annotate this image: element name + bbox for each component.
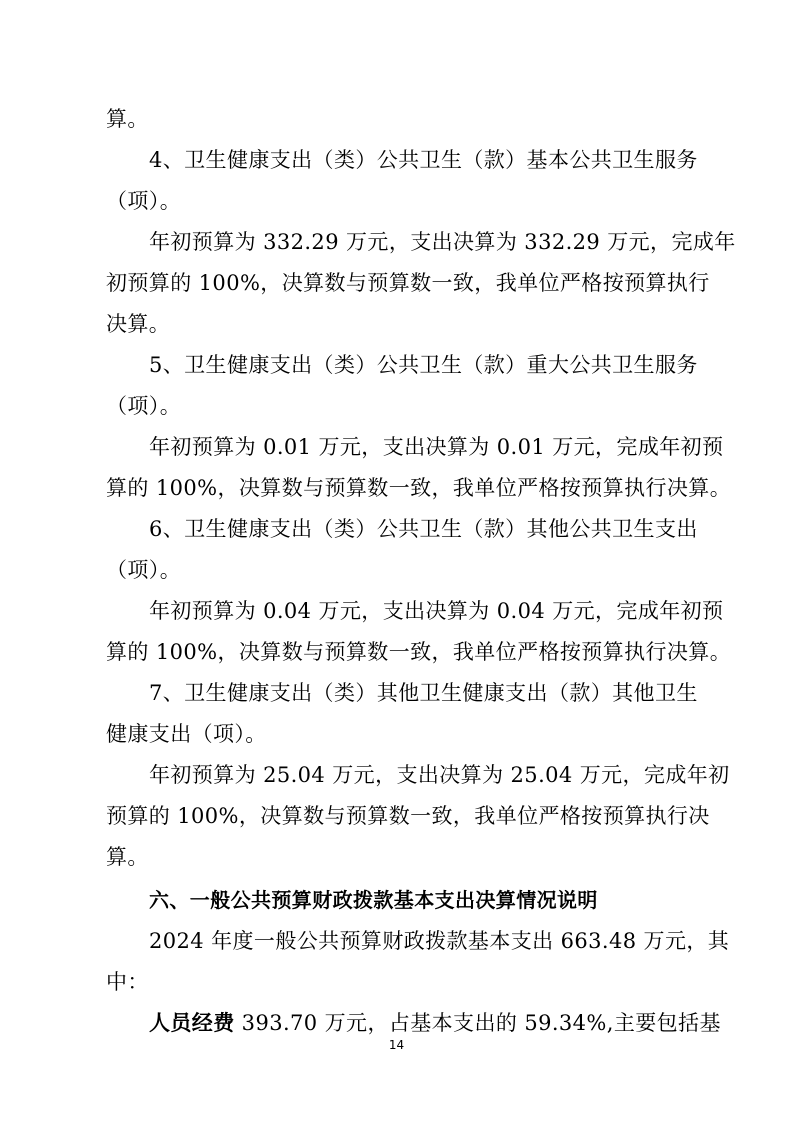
personnel-expense-text: 393.70 万元，占基本支出的 59.34%,主要包括基 [234, 1011, 721, 1035]
personnel-expense-label: 人员经费 [149, 1011, 235, 1035]
text-line: 年初预算为 332.29 万元，支出决算为 332.29 万元，完成年 [149, 230, 736, 254]
text-line: 健康支出（项）。 [106, 722, 267, 746]
item-7-heading: 7、卫生健康支出（类）其他卫生健康支出（款）其他卫生 [149, 681, 698, 705]
text-line: 2024 年度一般公共预算财政拨款基本支出 663.48 万元，其 [149, 929, 730, 953]
text-line: 年初预算为 25.04 万元，支出决算为 25.04 万元，完成年初 [149, 763, 730, 787]
text-line: 算的 100%，决算数与预算数一致，我单位严格按预算执行决算。 [106, 476, 732, 500]
text-line: 算。 [106, 107, 149, 131]
item-5-heading: 5、卫生健康支出（类）公共卫生（款）重大公共卫生服务 [149, 353, 698, 377]
text-line: （项）。 [106, 394, 182, 418]
text-line: 决算。 [106, 312, 171, 336]
text-line: 中： [106, 970, 149, 994]
section-six-heading: 六、一般公共预算财政拨款基本支出决算情况说明 [149, 888, 598, 912]
text-line: 年初预算为 0.04 万元，支出决算为 0.04 万元，完成年初预 [149, 599, 724, 623]
text-line: 预算的 100%，决算数与预算数一致，我单位严格按预算执行决 [106, 804, 710, 828]
item-6-heading: 6、卫生健康支出（类）公共卫生（款）其他公共卫生支出 [149, 517, 698, 541]
text-line: 算的 100%，决算数与预算数一致，我单位严格按预算执行决算。 [106, 640, 732, 664]
text-line: （项）。 [106, 189, 182, 213]
text-line: 初预算的 100%，决算数与预算数一致，我单位严格按预算执行 [106, 271, 710, 295]
page-number: 14 [388, 1038, 405, 1052]
text-line: （项）。 [106, 558, 182, 582]
text-line: 算。 [106, 845, 149, 869]
item-4-heading: 4、卫生健康支出（类）公共卫生（款）基本公共卫生服务 [149, 148, 698, 172]
text-line: 年初预算为 0.01 万元，支出决算为 0.01 万元，完成年初预 [149, 435, 724, 459]
personnel-expense-line [149, 1009, 721, 1037]
